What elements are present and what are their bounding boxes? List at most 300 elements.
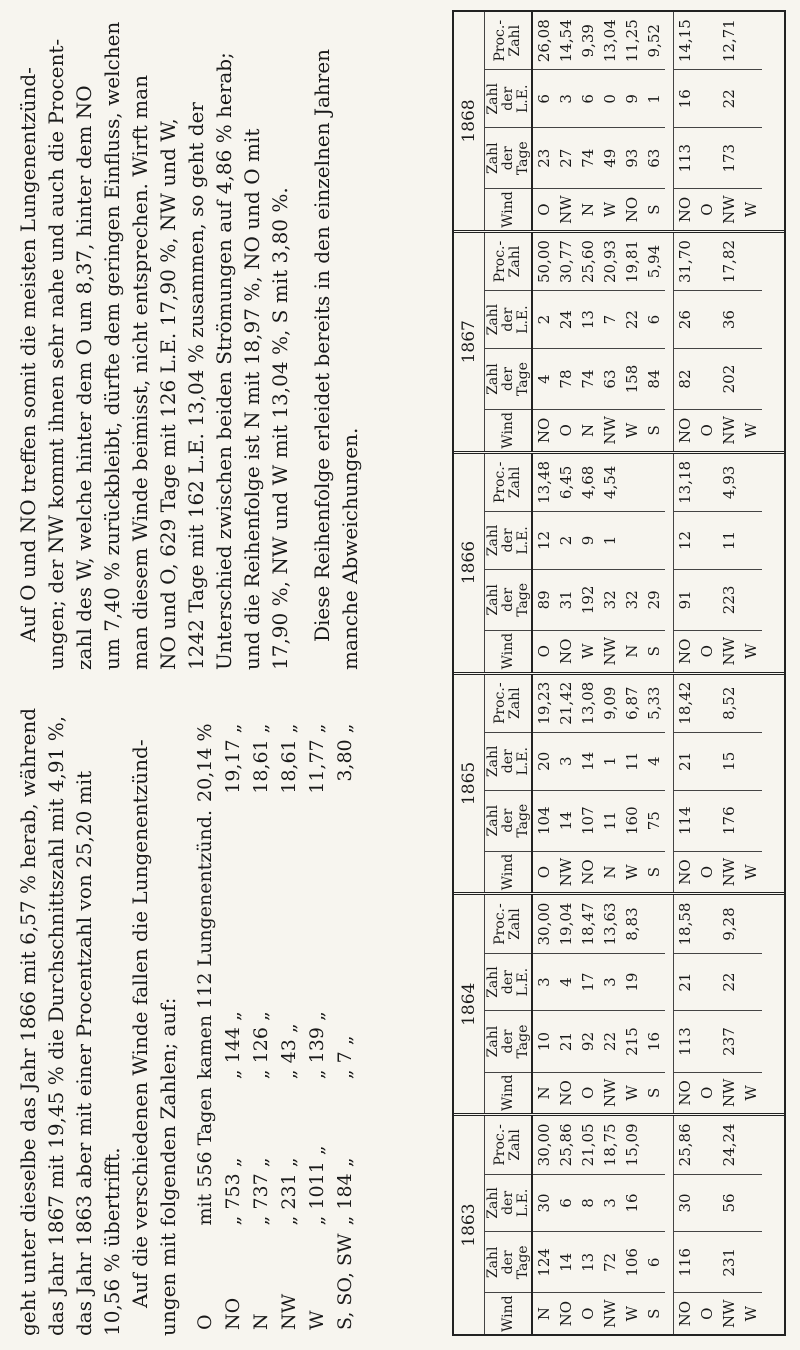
table-row (696, 12, 718, 230)
text-line (294, 20, 308, 670)
cell-wind: W (742, 201, 760, 218)
cell-tage: 14 (555, 1232, 577, 1293)
cell-proc (696, 675, 718, 733)
cell-wind: NO (674, 851, 697, 892)
column-header-proc: Proc.-Zahl (485, 12, 533, 70)
wind-pct-cell: 18,61 „ (278, 723, 300, 794)
cell-tage: 192 (577, 569, 599, 630)
wind-mid-cell: kamen 112 Lungenentzünd. (194, 809, 216, 1080)
cell-proc: 19,04 (555, 895, 577, 953)
cell-le: 2 (532, 291, 555, 349)
cell-le (643, 953, 665, 1011)
table-row (555, 233, 577, 451)
cell-proc (740, 1116, 762, 1174)
wind-mid-cell: „ 144 „ (222, 1011, 244, 1080)
row-gap (665, 233, 674, 451)
table-row (577, 1116, 599, 1334)
cell-le: 21 (674, 953, 697, 1011)
cell-wind: W (579, 643, 597, 659)
cell-wind: S (645, 425, 663, 436)
cell-wind: NW (601, 1299, 619, 1328)
text-line: man diesem Winde beimisst, nicht entsprechen. Wirft man (128, 75, 152, 670)
cell-wind: W (601, 201, 619, 218)
right-paragraph (14, 20, 364, 670)
wind-pct-cell: 20,14 % (194, 723, 216, 802)
wind-row (276, 717, 302, 1330)
table-row (621, 675, 643, 893)
cell-le: 16 (674, 70, 697, 128)
table-row (643, 675, 665, 893)
cell-tage (696, 569, 718, 630)
table-row (532, 675, 555, 893)
cell-proc: 24,24 (718, 1116, 740, 1174)
text-line: NO und O, 629 Tage mit 126 L.E. 17,90 %, NW und W, (156, 118, 180, 670)
cell-le: 1 (599, 732, 621, 790)
wind-wind-cell: NO (222, 1297, 244, 1330)
wind-tage-cell: mit 556 Tagen (194, 1087, 216, 1226)
cell-proc: 31,70 (674, 233, 697, 291)
cell-tage: 74 (577, 348, 599, 409)
column-header-tage: Zahl der Tage (485, 1011, 533, 1072)
cell-wind: O (557, 424, 575, 437)
cell-proc: 8,83 (621, 895, 643, 953)
cell-le: 6 (532, 70, 555, 128)
wind-pct-cell: 11,77 „ (306, 723, 328, 794)
table-row (532, 454, 555, 672)
text-line: das Jahr 1867 mit 19,45 % die Durchschnittszahl mit 4,91 %, (44, 715, 68, 1336)
cell-tage: 237 (718, 1011, 740, 1072)
year-heading: 1866 (454, 454, 485, 672)
cell-wind: O (698, 1307, 716, 1320)
cell-tage: 82 (674, 348, 697, 409)
wind-row (248, 717, 274, 1330)
cell-proc: 19,23 (532, 675, 555, 733)
cell-le: 6 (555, 1174, 577, 1232)
cell-proc: 4,68 (577, 454, 599, 512)
cell-le: 30 (532, 1174, 555, 1232)
cell-le: 21 (674, 732, 697, 790)
cell-tage: 124 (532, 1232, 555, 1293)
cell-proc: 13,08 (577, 675, 599, 733)
cell-wind: W (742, 1305, 760, 1322)
cell-tage: 116 (674, 1232, 697, 1293)
wind-wind-cell: N (250, 1313, 272, 1330)
cell-wind: N (601, 865, 619, 879)
cell-wind: N (535, 1307, 553, 1321)
table-row (621, 12, 643, 230)
cell-proc (643, 454, 665, 512)
cell-tage: 93 (621, 128, 643, 189)
cell-wind: N (623, 644, 641, 658)
cell-le: 3 (599, 1174, 621, 1232)
cell-tage (740, 348, 762, 409)
table-row (696, 233, 718, 451)
cell-le: 15 (718, 732, 740, 790)
year-table-1863 (454, 1116, 784, 1334)
wind-tage-cell: „ 231 „ (278, 1157, 300, 1226)
cell-wind: O (698, 645, 716, 658)
cell-proc: 30,00 (532, 895, 555, 953)
cell-le: 4 (555, 953, 577, 1011)
table-row (577, 233, 599, 451)
cell-proc: 50,00 (532, 233, 555, 291)
cell-tage: 160 (621, 790, 643, 851)
column-header-wind: Wind (485, 410, 533, 451)
cell-le: 6 (643, 291, 665, 349)
table-row (643, 895, 665, 1113)
cell-wind: O (535, 645, 553, 658)
cell-tage: 72 (599, 1232, 621, 1293)
column-header-wind: Wind (485, 1072, 533, 1113)
cell-tage (696, 1232, 718, 1293)
cell-le (740, 291, 762, 349)
wind-row (220, 717, 246, 1330)
cell-tage: 114 (674, 790, 697, 851)
cell-proc (696, 454, 718, 512)
wind-tage-cell: „ 753 „ (222, 1157, 244, 1226)
cell-wind: W (742, 1085, 760, 1101)
cell-proc: 18,58 (674, 895, 697, 953)
cell-le: 16 (621, 1174, 643, 1232)
cell-le: 1 (599, 512, 621, 570)
cell-wind: NO (557, 1300, 575, 1327)
cell-wind: S (645, 1087, 663, 1099)
column-header-le: Zahl der L.E. (485, 953, 533, 1011)
cell-tage: 23 (532, 128, 555, 189)
cell-le: 3 (532, 953, 555, 1011)
table-row (718, 454, 740, 672)
cell-tage: 106 (621, 1232, 643, 1293)
cell-proc (740, 233, 762, 291)
wind-mid-cell: „ 43 „ (278, 1023, 300, 1080)
cell-le: 8 (577, 1174, 599, 1232)
column-header-proc: Proc.-Zahl (485, 895, 533, 953)
cell-proc (696, 1116, 718, 1174)
cell-tage: 202 (718, 348, 740, 409)
cell-proc: 30,77 (555, 233, 577, 291)
cell-tage: 10 (532, 1011, 555, 1072)
cell-le: 11 (718, 512, 740, 570)
cell-tage: 11 (599, 790, 621, 851)
table-row (674, 12, 697, 230)
cell-proc (740, 454, 762, 512)
cell-tage: 91 (674, 569, 697, 630)
table-row (740, 675, 762, 893)
table-row (577, 675, 599, 893)
cell-le (696, 70, 718, 128)
cell-wind: NW (557, 857, 575, 887)
cell-le (696, 732, 718, 790)
cell-wind: NW (601, 416, 619, 445)
cell-tage: 78 (555, 348, 577, 409)
cell-wind: NW (557, 195, 575, 224)
cell-wind: NW (720, 1299, 738, 1328)
cell-tage (740, 569, 762, 630)
table-row (740, 12, 762, 230)
cell-proc: 12,71 (718, 12, 740, 70)
table-row (718, 1116, 740, 1334)
cell-tage: 32 (621, 569, 643, 630)
cell-proc: 6,87 (621, 675, 643, 733)
table-row (532, 895, 555, 1113)
cell-wind: NO (674, 189, 697, 230)
cell-tage (740, 128, 762, 189)
table-row (532, 12, 555, 230)
table-row (555, 454, 577, 672)
cell-wind: O (698, 1086, 716, 1100)
cell-wind: O (698, 203, 716, 216)
text-line: Unterschied zwischen beiden Strömungen auf 4,86 % herab; (212, 52, 236, 670)
cell-proc: 4,54 (599, 454, 621, 512)
table-row (532, 1116, 555, 1334)
cell-proc: 18,42 (674, 675, 697, 733)
table-row (621, 454, 643, 672)
cell-proc (696, 895, 718, 953)
cell-tage: 176 (718, 790, 740, 851)
cell-proc: 13,48 (532, 454, 555, 512)
cell-le: 0 (599, 70, 621, 128)
cell-le: 22 (621, 291, 643, 349)
cell-tage: 104 (532, 790, 555, 851)
cell-tage: 22 (599, 1011, 621, 1072)
cell-le: 3 (555, 732, 577, 790)
cell-le (696, 291, 718, 349)
cell-le: 17 (577, 953, 599, 1011)
cell-proc: 9,28 (718, 895, 740, 953)
cell-tage: 6 (643, 1232, 665, 1293)
cell-proc: 21,42 (555, 675, 577, 733)
cell-wind: NO (674, 410, 697, 451)
text-line: geht unter dieselbe das Jahr 1866 mit 6,57 % herab, während (16, 707, 40, 1336)
cell-proc: 30,00 (532, 1116, 555, 1174)
table-row (599, 12, 621, 230)
table-row (621, 233, 643, 451)
column-header-le: Zahl der L.E. (485, 512, 533, 570)
column-header-proc: Proc.-Zahl (485, 233, 533, 291)
cell-le: 22 (718, 953, 740, 1011)
table-row (718, 895, 740, 1113)
column-header-tage: Zahl der Tage (485, 790, 533, 851)
cell-le: 9 (577, 512, 599, 570)
year-heading: 1867 (454, 233, 485, 451)
cell-proc (643, 895, 665, 953)
cell-wind: NW (601, 1078, 619, 1108)
cell-le: 9 (621, 70, 643, 128)
cell-le: 12 (674, 512, 697, 570)
cell-tage: 63 (599, 348, 621, 409)
year-heading: 1865 (454, 675, 485, 893)
cell-proc: 13,04 (599, 12, 621, 70)
cell-le: 13 (577, 291, 599, 349)
wind-tage-cell: „ 184 „ (334, 1157, 356, 1226)
cell-wind: S (645, 866, 663, 878)
cell-le: 56 (718, 1174, 740, 1232)
cell-tage: 173 (718, 128, 740, 189)
cell-proc: 8,52 (718, 675, 740, 733)
cell-tage (740, 790, 762, 851)
cell-wind: O (698, 424, 716, 437)
wind-wind-cell: W (306, 1310, 328, 1330)
cell-le: 4 (643, 732, 665, 790)
cell-proc: 26,08 (532, 12, 555, 70)
table-row (555, 12, 577, 230)
cell-proc: 25,86 (555, 1116, 577, 1174)
cell-tage: 16 (643, 1011, 665, 1072)
cell-wind: N (535, 1086, 553, 1100)
cell-tage (740, 1011, 762, 1072)
text-line: Auf O und NO treffen somit die meisten Lungenentzünd- (16, 67, 40, 642)
table-row (599, 233, 621, 451)
table-row (643, 454, 665, 672)
cell-tage: 29 (643, 569, 665, 630)
cell-wind: N (579, 203, 597, 217)
year-table-1868 (454, 12, 784, 233)
cell-proc: 17,82 (718, 233, 740, 291)
cell-le: 19 (621, 953, 643, 1011)
cell-tage: 113 (674, 1011, 697, 1072)
cell-wind: NO (623, 196, 641, 223)
table-row (674, 675, 697, 893)
cell-le (740, 512, 762, 570)
year-heading: 1868 (454, 12, 485, 230)
cell-proc: 14,54 (555, 12, 577, 70)
table-row (740, 454, 762, 672)
cell-proc (696, 233, 718, 291)
cell-wind: NO (674, 1072, 697, 1113)
table-row (718, 12, 740, 230)
cell-tage: 21 (555, 1011, 577, 1072)
wind-mid-cell: „ 7 „ (334, 1035, 356, 1080)
cell-tage: 215 (621, 1011, 643, 1072)
cell-proc (621, 454, 643, 512)
cell-wind: NW (720, 195, 738, 224)
table-row (674, 895, 697, 1113)
cell-tage: 158 (621, 348, 643, 409)
column-header-tage: Zahl der Tage (485, 569, 533, 630)
cell-tage (696, 1011, 718, 1072)
table-row (674, 454, 697, 672)
cell-wind: O (535, 203, 553, 216)
cell-tage: 75 (643, 790, 665, 851)
year-table-1866 (454, 454, 784, 675)
table-row (718, 233, 740, 451)
column-header-tage: Zahl der Tage (485, 348, 533, 409)
cell-wind: O (698, 865, 716, 879)
column-header-wind: Wind (485, 630, 533, 671)
yearly-tables (452, 10, 786, 1336)
column-header-le: Zahl der L.E. (485, 291, 533, 349)
cell-wind: W (623, 1305, 641, 1322)
text-line: um 7,40 % zurückbleibt, dürfte dem geringen Einfluss, welchen (100, 21, 124, 670)
year-heading: 1863 (454, 1116, 485, 1334)
cell-le: 2 (555, 512, 577, 570)
cell-wind: N (579, 423, 597, 437)
text-line: und die Reihenfolge ist N mit 18,97 %, NO und O mit (240, 128, 264, 670)
cell-wind: NO (535, 417, 553, 444)
table-row (740, 233, 762, 451)
table-row (621, 895, 643, 1113)
cell-wind: W (742, 643, 760, 659)
cell-proc: 5,33 (643, 675, 665, 733)
cell-tage: 113 (674, 128, 697, 189)
table-row (599, 895, 621, 1113)
cell-wind: O (579, 1086, 597, 1100)
cell-proc (740, 895, 762, 953)
cell-tage: 49 (599, 128, 621, 189)
cell-proc: 11,25 (621, 12, 643, 70)
cell-proc: 15,09 (621, 1116, 643, 1174)
text-line: 17,90 %, NW und W mit 13,04 %, S mit 3,80 %. (268, 187, 292, 670)
wind-wind-cell: O (194, 1314, 216, 1330)
table-row (740, 1116, 762, 1334)
wind-tage-cell: „ 1011 „ (306, 1145, 328, 1226)
cell-wind: NW (720, 857, 738, 887)
table-row (643, 1116, 665, 1334)
cell-proc: 6,45 (555, 454, 577, 512)
cell-le: 7 (599, 291, 621, 349)
table-row (599, 454, 621, 672)
cell-wind: S (645, 204, 663, 215)
cell-tage: 27 (555, 128, 577, 189)
text-line: ungen; der NW kommt ihnen sehr nahe und auch die Procent- (44, 38, 68, 670)
year-heading: 1864 (454, 895, 485, 1113)
text-line: Diese Reihenfolge erleidet bereits in den einzelnen Jahren (310, 48, 334, 642)
cell-tage: 63 (643, 128, 665, 189)
table-row (577, 454, 599, 672)
cell-le: 36 (718, 291, 740, 349)
cell-tage: 31 (555, 569, 577, 630)
wind-summary-table (190, 715, 360, 1332)
cell-wind: W (742, 422, 760, 439)
cell-proc: 9,09 (599, 675, 621, 733)
column-header-proc: Proc.-Zahl (485, 1116, 533, 1174)
year-table-1865 (454, 675, 784, 896)
cell-proc: 25,60 (577, 233, 599, 291)
cell-proc: 5,94 (643, 233, 665, 291)
cell-tage: 223 (718, 569, 740, 630)
cell-le: 6 (577, 70, 599, 128)
text-line: ungen mit folgenden Zahlen; auf: (156, 997, 180, 1336)
text-line: manche Abweichungen. (338, 427, 362, 670)
cell-proc (696, 12, 718, 70)
cell-proc (643, 1116, 665, 1174)
cell-tage: 92 (577, 1011, 599, 1072)
row-gap (665, 454, 674, 672)
wind-pct-cell: 19,17 „ (222, 723, 244, 794)
cell-proc: 25,86 (674, 1116, 697, 1174)
row-gap (665, 895, 674, 1113)
column-header-tage: Zahl der Tage (485, 128, 533, 189)
table-row (577, 895, 599, 1113)
cell-wind: S (645, 1308, 663, 1319)
column-header-le: Zahl der L.E. (485, 1174, 533, 1232)
column-header-proc: Proc.-Zahl (485, 675, 533, 733)
cell-wind: W (742, 864, 760, 880)
cell-le (696, 512, 718, 570)
cell-wind: NW (601, 636, 619, 666)
column-header-le: Zahl der L.E. (485, 70, 533, 128)
cell-proc: 9,52 (643, 12, 665, 70)
table-row (674, 233, 697, 451)
wind-pct-cell: 3,80 „ (334, 723, 356, 782)
cell-wind: NW (720, 416, 738, 445)
cell-wind: NO (579, 859, 597, 885)
cell-proc (740, 12, 762, 70)
cell-proc: 13,63 (599, 895, 621, 953)
cell-le: 3 (555, 70, 577, 128)
table-row (674, 1116, 697, 1334)
table-row (696, 895, 718, 1113)
